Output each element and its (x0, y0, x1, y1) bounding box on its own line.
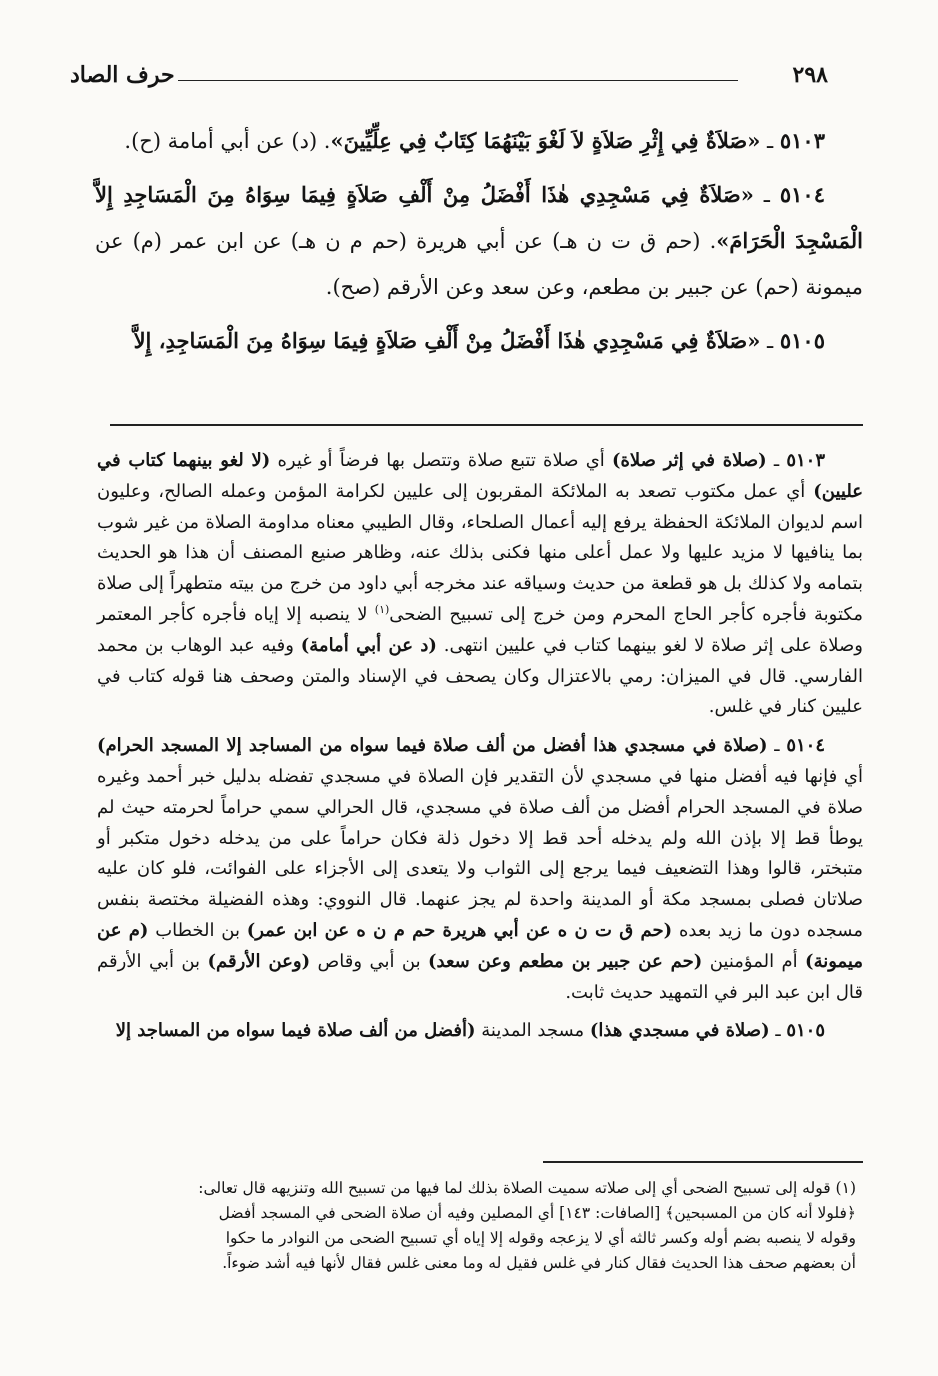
quoted-phrase: (د عن أبي أمامة) (300, 634, 437, 656)
footnote-line: ﴿فلولا أنه كان من المسبحين﴾ [الصافات: ١٤٣] أي المصلين وفيه أن صلاة الضحى في المسجد أفضل (218, 1204, 856, 1222)
commentary-dash: ـ (769, 1020, 787, 1042)
commentary-number: ٥١٠٥ (786, 1020, 825, 1042)
quoted-phrase: (حم عن جبير بن مطعم وعن سعد) (428, 950, 703, 972)
hadith-entry (95, 318, 863, 364)
hadith-dash: ـ (760, 129, 780, 153)
hadith-dash: ـ (753, 183, 780, 207)
quoted-phrase: (حم ق ت ن ه عن أبي هريرة حم م ن ه عن ابن عمر) (246, 919, 673, 941)
commentary-dash: ـ (767, 735, 787, 757)
section-divider (110, 424, 863, 426)
footnote-divider (543, 1161, 863, 1163)
hadith-dash: ـ (760, 329, 780, 353)
footnote-block (98, 1176, 856, 1276)
hadith-source: . (حم ق ت ن هـ) عن أبي هريرة (حم م ن هـ) عن ابن عمر (م) عن ميمونة (حم) عن جبير بن مطعم، وعن سعد وعن الأرقم (صح). (95, 229, 863, 299)
quoted-phrase: (صلاة في إثر صلاة) (611, 450, 767, 471)
hadith-text: «صَلاَةٌ فِي إِثْرِ صَلاَةٍ لاَ لَغْوَ بَيْنَهُمَا كِتَابٌ فِي عِلِّيِّينَ» (330, 128, 761, 153)
quoted-phrase: (صلاة في مسجدي هذا أفضل من ألف صلاة فيما سواه من المساجد إلا المسجد الحرام) (97, 735, 768, 757)
commentary-paragraph (97, 446, 863, 723)
commentary-number: ٥١٠٤ (786, 735, 826, 757)
hadith-entry (95, 118, 863, 164)
commentary-paragraph (97, 731, 863, 1008)
footnote-line: وقوله لا ينصبه بضم أوله وكسر ثالثه أي لا يزعجه وقوله إلا إياه أي تسبيح الضحى من النوادر ما حكوا (225, 1229, 856, 1247)
hadith-number: ٥١٠٤ (779, 182, 825, 207)
page-number: ٢٩٨ (792, 62, 828, 88)
quoted-phrase: (م عن ميمونة) (97, 919, 864, 972)
quoted-phrase: (لا لغو بينهما كتاب في عليين) (97, 450, 864, 502)
commentary-text: وفيه عبد الوهاب بن محمد الفارسي. قال في الميزان: رمي بالاعتزال وكان يصحف في الإسناد والمتن وصحف هنا قوله كتاب في عليين كنار في غلس. (97, 634, 863, 718)
commentary-text: أي فإنها فيه أفضل منها في مسجدي لأن التقدير فإن الصلاة في مسجدي تفضله بدليل خبر أحمد وغيره صلاة في المسجد الحرام أفضل من ألف صلاة في مسجدي، قال الحرالي سمي حراماً لحرمته حيث لم يوطأ قط إلا بإذن الله ولم يدخله أحد قط إلا دخول ذلة فكان حراماً على من يدخله دخول متكبر أو متبختر، قالوا وهذا التضعيف فيما يرجع إلى الثواب ولا يتعدى إلى الأجزاء على الفوائت، فلو كان عليه صلاتان فصلى بمسجد مكة أو المدينة واحدة لم يجز عنهما. قال النووي: وهذه الفضيلة مختصة بنفس مسجده دون ما زيد بعده (97, 765, 863, 941)
quoted-phrase: (أفضل من ألف صلاة فيما سواه من المساجد إلا (115, 1020, 476, 1042)
hadith-number: ٥١٠٣ (779, 128, 825, 153)
commentary-text: بن أبي وقاص (310, 950, 428, 972)
commentary-text: لا ينصبه إلا إياه فأجره كأجر المعتمر وصلاة على إثر صلاة لا لغو بينهما كتاب في عليين انتهى. (97, 603, 863, 656)
commentary-block (97, 446, 863, 1055)
commentary-text: أي عمل مكتوب تصعد به الملائكة المقربون إلى عليين لكرامة المؤمن وعمله الصالح، وعليون اسم لديوان الملائكة الحفظة يرفع إليه أعمال الصلحاء، وقال الطيبي معناه مداومة الصلاة من غير شوب بما ينافيها لا مزيد عليها ولا عمل أعلى منها فكنى بذلك عنه، وظاهر صنيع المصنف أن هذا هو الحديث بتمامه ولا كذلك بل هو قطعة من حديث وسياقه عند مخرجه أبي داود من خرج من بيته متطهراً إلى صلاة مكتوبة فأجره كأجر الحاج المحرم ومن خرج إلى تسبيح الضحى (97, 480, 863, 625)
commentary-text: أم المؤمنين (702, 950, 806, 972)
commentary-text: مسجد المدينة (475, 1020, 590, 1042)
quoted-phrase: (صلاة في مسجدي هذا) (589, 1020, 770, 1042)
commentary-text: بن الخطاب (148, 919, 247, 941)
hadith-text: «صَلاَةٌ فِي مَسْجِدِي هٰذَا أَفْضَلُ مِنْ أَلْفِ صَلاَةٍ فِيمَا سِوَاهُ مِنَ الْمَسَاجِدِ، إِلاَّ (133, 328, 761, 353)
commentary-paragraph (97, 1016, 863, 1047)
footnote-marker[interactable]: (١) (374, 602, 390, 616)
hadith-text: «صَلاَةٌ فِي مَسْجِدِي هٰذَا أَفْضَلُ مِنْ أَلْفِ صَلاَةٍ فِيمَا سِوَاهُ مِنَ الْمَسَاجِدِ إِلاَّ الْمَسْجِدَ الْحَرَامَ» (95, 182, 863, 253)
quoted-phrase: (وعن الأرقم) (207, 950, 311, 972)
commentary-number: ٥١٠٣ (786, 450, 826, 471)
hadith-source: . (د) عن أبي أمامة (ح). (124, 129, 331, 153)
commentary-text: أي صلاة تتبع صلاة وتتصل بها فرضاً أو غيره (270, 450, 612, 471)
running-title: حرف الصاد (70, 62, 175, 88)
hadith-block (95, 118, 863, 372)
running-header (70, 60, 828, 94)
header-rule (178, 80, 738, 81)
commentary-text: بن أبي الأرقم قال ابن عبد البر في التمهيد حديث ثابت. (97, 950, 863, 1003)
hadith-number: ٥١٠٥ (779, 328, 825, 353)
footnote-line: (١) قوله إلى تسبيح الضحى أي إلى صلاته سميت الصلاة بذلك لما فيها من تسبيح الله وتنزيهه قال تعالى: (198, 1179, 856, 1197)
footnote-line: أن بعضهم صحف هذا الحديث فقال كنار في غلس فقيل له وما معنى غلس فقال لأنها فيه أشد ضوءاً. (222, 1254, 856, 1272)
commentary-dash: ـ (766, 450, 787, 471)
hadith-entry (95, 172, 863, 310)
